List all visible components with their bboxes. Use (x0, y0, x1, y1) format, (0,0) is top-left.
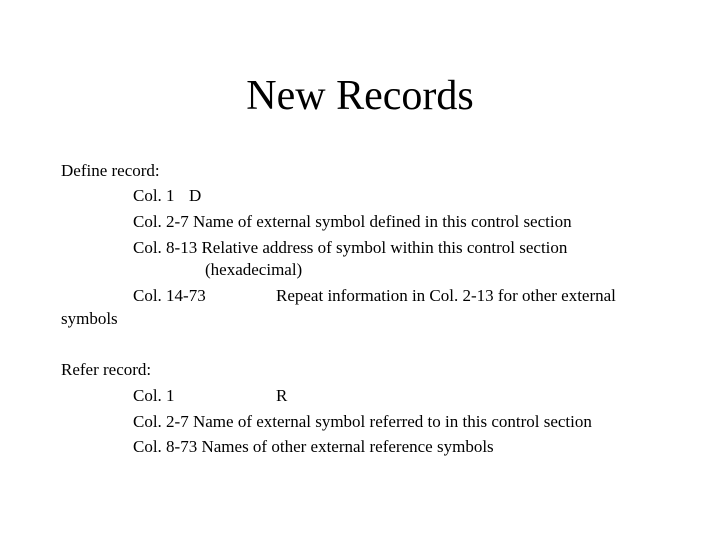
refer-col2-7-row: Col. 2-7 Name of external symbol referred to in this control section (133, 412, 592, 431)
refer-col8-73-row: Col. 8-73 Names of other external reference symbols (133, 437, 494, 456)
define-col1-row (133, 185, 202, 207)
define-col8-13-continuation: (hexadecimal) (205, 260, 303, 279)
refer-col1-row (133, 385, 288, 407)
define-col14-73-label: Col. 14-73 (133, 286, 206, 305)
define-record-heading: Define record: (61, 161, 160, 180)
define-col14-73-row (133, 285, 616, 307)
define-col1-value: D (189, 186, 202, 205)
refer-col1-label: Col. 1 (133, 386, 175, 405)
define-col1-label: Col. 1 (133, 186, 175, 205)
define-col2-7-row: Col. 2-7 Name of external symbol defined in this control section (133, 212, 572, 231)
define-col14-73-continuation: symbols (61, 309, 118, 328)
define-col8-13-row: Col. 8-13 Relative address of symbol within this control section (133, 238, 568, 257)
page-title: New Records (246, 73, 474, 119)
refer-record-heading: Refer record: (61, 360, 152, 379)
refer-col1-value: R (276, 386, 288, 405)
define-col14-73-value: Repeat information in Col. 2-13 for other external (276, 286, 616, 305)
